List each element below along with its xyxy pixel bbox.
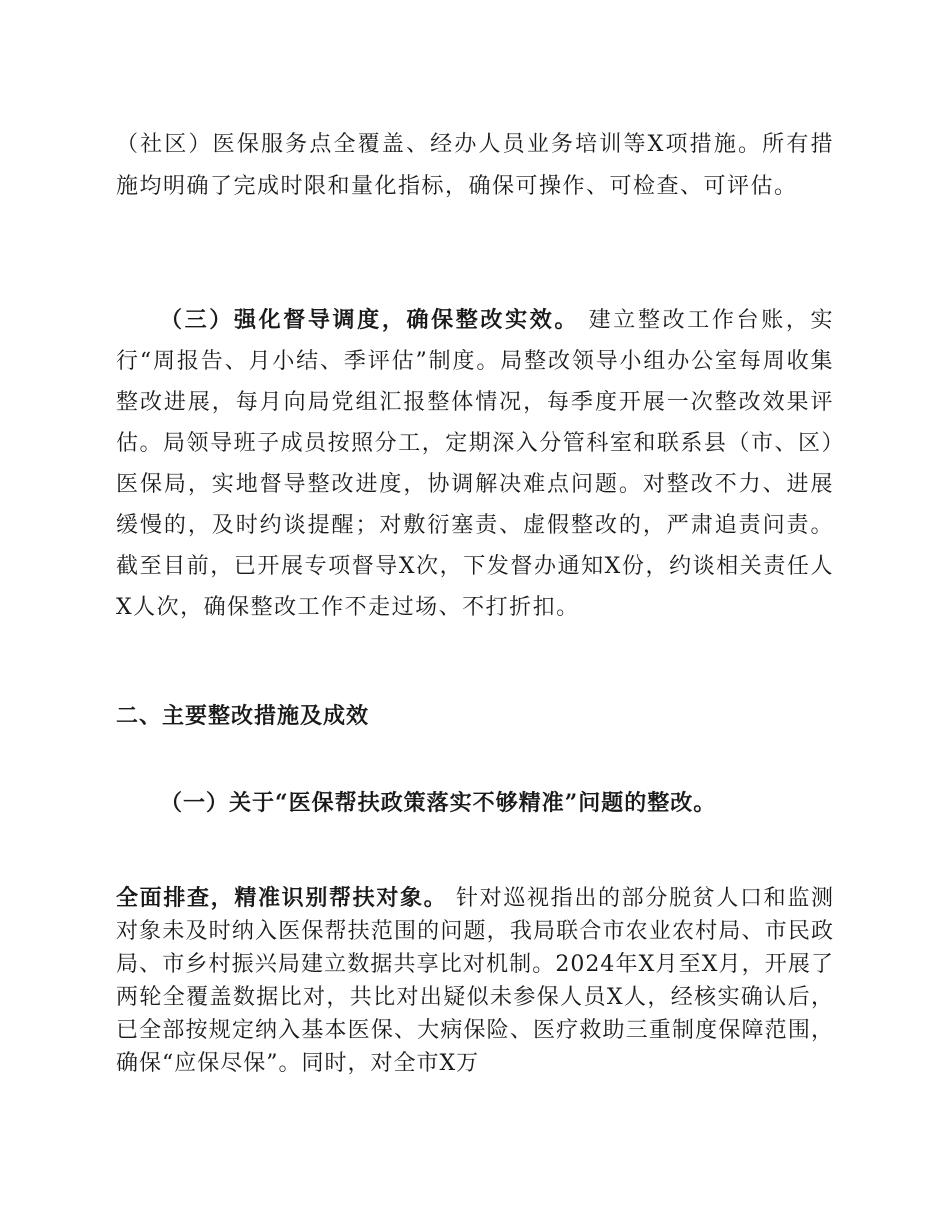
section-subheading: （一）关于“医保帮扶政策落实不够精准”问题的整改。: [160, 790, 717, 816]
paragraph-identification: [116, 882, 834, 1080]
paragraph-measures-text: （社区）医保服务点全覆盖、经办人员业务培训等X项措施。所有措施均明确了完成时限和量化指标，确保可操作、可检查、可评估。: [116, 132, 834, 199]
paragraph-supervision-lead: （三）强化督导调度，确保整改实效。: [160, 307, 580, 333]
paragraph-supervision: [116, 300, 834, 628]
paragraph-identification-body: 针对巡视指出的部分脱贫人口和监测对象未及时纳入医保帮扶范围的问题，我局联合市农业农村局、市民政局、市乡村振兴局建立数据共享比对机制。2024年X月至X月，开展了两轮全覆盖数据比对，共比对出疑似未参保人员X人，经核实确认后，已全部按规定纳入基本医保、大病保险、医疗救助三重制度保障范围，确保“应保尽保”。同时，对全市X万: [116, 886, 834, 1076]
paragraph-supervision-body: 建立整改工作台账，实行“周报告、月小结、季评估”制度。局整改领导小组办公室每周收集整改进展，每月向局党组汇报整体情况，每季度开展一次整改效果评估。局领导班子成员按照分工，定期深入分管科室和联系县（市、区）医保局，实地督导整改进度，协调解决难点问题。对整改不力、进展缓慢的，及时约谈提醒；对敷衍塞责、虚假整改的，严肃追责问责。截至目前，已开展专项督导X次，下发督办通知X份，约谈相关责任人X人次，确保整改工作不走过场、不打折扣。: [116, 308, 834, 620]
paragraph-identification-lead: 全面排查，精准识别帮扶对象。: [116, 886, 448, 911]
section-heading: 二、主要整改措施及成效: [116, 704, 370, 729]
paragraph-measures: [116, 124, 834, 208]
